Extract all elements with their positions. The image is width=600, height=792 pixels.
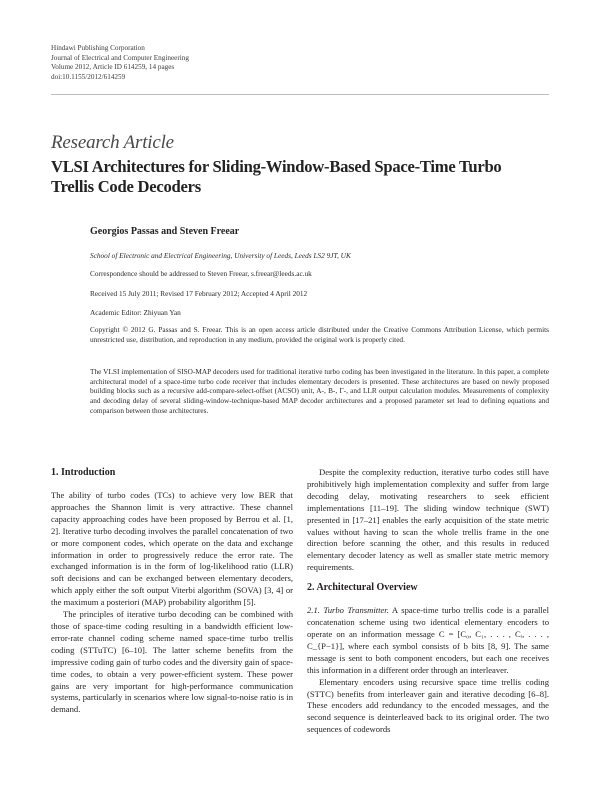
intro-paragraph-2: The principles of iterative turbo decoding can be combined with those of space-time coding resulting in a bandwidth efficient low-error-rate channel coding scheme named space-time turbo trellis coding (STTuTC) [6–10]. The latter scheme benefits from the impressive coding gain of turbo codes and the diversity gain of space-time codes, to obtain a very power-efficient system. These power gains are very important for high-performance communication systems, particularly in scenarios where low signal-to-noise ratio is in demand.: [51, 609, 293, 715]
correspondence: Correspondence should be addressed to Steven Freear, s.freear@leeds.ac.uk: [90, 269, 312, 278]
journal-header: [51, 44, 189, 82]
paper-title: VLSI Architectures for Sliding-Window-Based Space-Time Turbo Trellis Code Decoders: [51, 157, 502, 196]
academic-editor: Academic Editor: Zhiyuan Yan: [90, 308, 181, 317]
arch-paragraph-2: Elementary encoders using recursive space time trellis coding (STTC) benefits from interleaver gain and iterative decoding [6–8]. These encoders add redundancy to the encoded messages, and the second sequence is deinterleaved back to its original order. The two sequences of codewords: [307, 676, 549, 735]
volume-line: Volume 2012, Article ID 614259, 14 pages: [51, 63, 175, 72]
left-column: [51, 467, 293, 716]
abstract: The VLSI implementation of SISO-MAP decoders used for traditional iterative turbo coding has been investigated in the literature. In this paper, a complete architectural model of a space-time turbo code receiver that includes elementary decoders is presented. These architectures are based on newly proposed building blocks such as a recursive add-compare-select-offset (ACSO) unit, A-, B-, Γ-, and LLR output calculation modules. Measurements of complexity and decoding delay of several sliding-window-technique-based MAP decoder architectures and a proposed parameter set lead to defining equations and comparison between those architectures.: [90, 367, 549, 415]
authors: Georgios Passas and Steven Freear: [90, 226, 240, 237]
intro-paragraph-1: The ability of turbo codes (TCs) to achieve very low BER that approaches the Shannon limit is very attractive. These channel capacity approaching codes have been proposed by Berrou et al. [1, 2]. Iterative turbo decoding involves the parallel concatenation of two or more component codes, which operate on the data and exchange information in order to progressively reduce the error rate. The exchanged information is in the form of log-likelihood ratio (LLR) soft decisions and can be exchanged between elementary decoders, which apply either the soft output Viterbi algorithm (SOVA) [3, 4] or the maximum a posteriori (MAP) probability algorithm [5].: [51, 490, 293, 608]
copyright-notice: Copyright © 2012 G. Passas and S. Freear. This is an open access article distributed under the Creative Commons Attribution License, which permits unrestricted use, distribution, and reproduction in any medium, provided the original work is properly cited.: [90, 325, 549, 344]
arch-paragraph-1-text: A space-time turbo trellis code is a parallel concatenation scheme using two identical elementary encoders to operate on an information message C = [C₀, C₁, . . . , Cᵢ, . . . , C_{P−1}], where each symbol consists of b bits [8, 9]. The same message is sent to both component encoders, but each one receives this information in a different order through an interleaver.: [307, 605, 549, 675]
publisher-line: Hindawi Publishing Corporation: [51, 44, 145, 52]
intro-paragraph-3: Despite the complexity reduction, iterative turbo codes still have prohibitively high implementation complexity and suffer from large decoding delay, motivating researchers to seek efficient implementations [11–19]. The sliding window technique (SWT) presented in [17–21] enables the early acquisition of the state metric values without having to scan the whole trellis frame in the one direction before scanning the other, and this results in reduced elementary decoder latency as well as smaller state metric memory requirements.: [307, 467, 549, 573]
right-column: [307, 467, 549, 736]
doi-line: doi:10.1155/2012/614259: [51, 72, 126, 81]
subsection-heading: 2.1. Turbo Transmitter.: [307, 605, 389, 616]
section-heading-architecture: 2. Architectural Overview: [307, 582, 418, 594]
received-dates: Received 15 July 2011; Revised 17 February 2012; Accepted 4 April 2012: [90, 289, 308, 298]
journal-line: Journal of Electrical and Computer Engineering: [51, 53, 189, 62]
section-heading-introduction: 1. Introduction: [51, 467, 116, 478]
affiliation: School of Electronic and Electrical Engineering, University of Leeds, Leeds LS2 9JT, UK: [90, 251, 351, 260]
article-type: Research Article: [51, 132, 174, 153]
header-rule: [51, 94, 549, 95]
arch-paragraph-1: [307, 605, 549, 676]
